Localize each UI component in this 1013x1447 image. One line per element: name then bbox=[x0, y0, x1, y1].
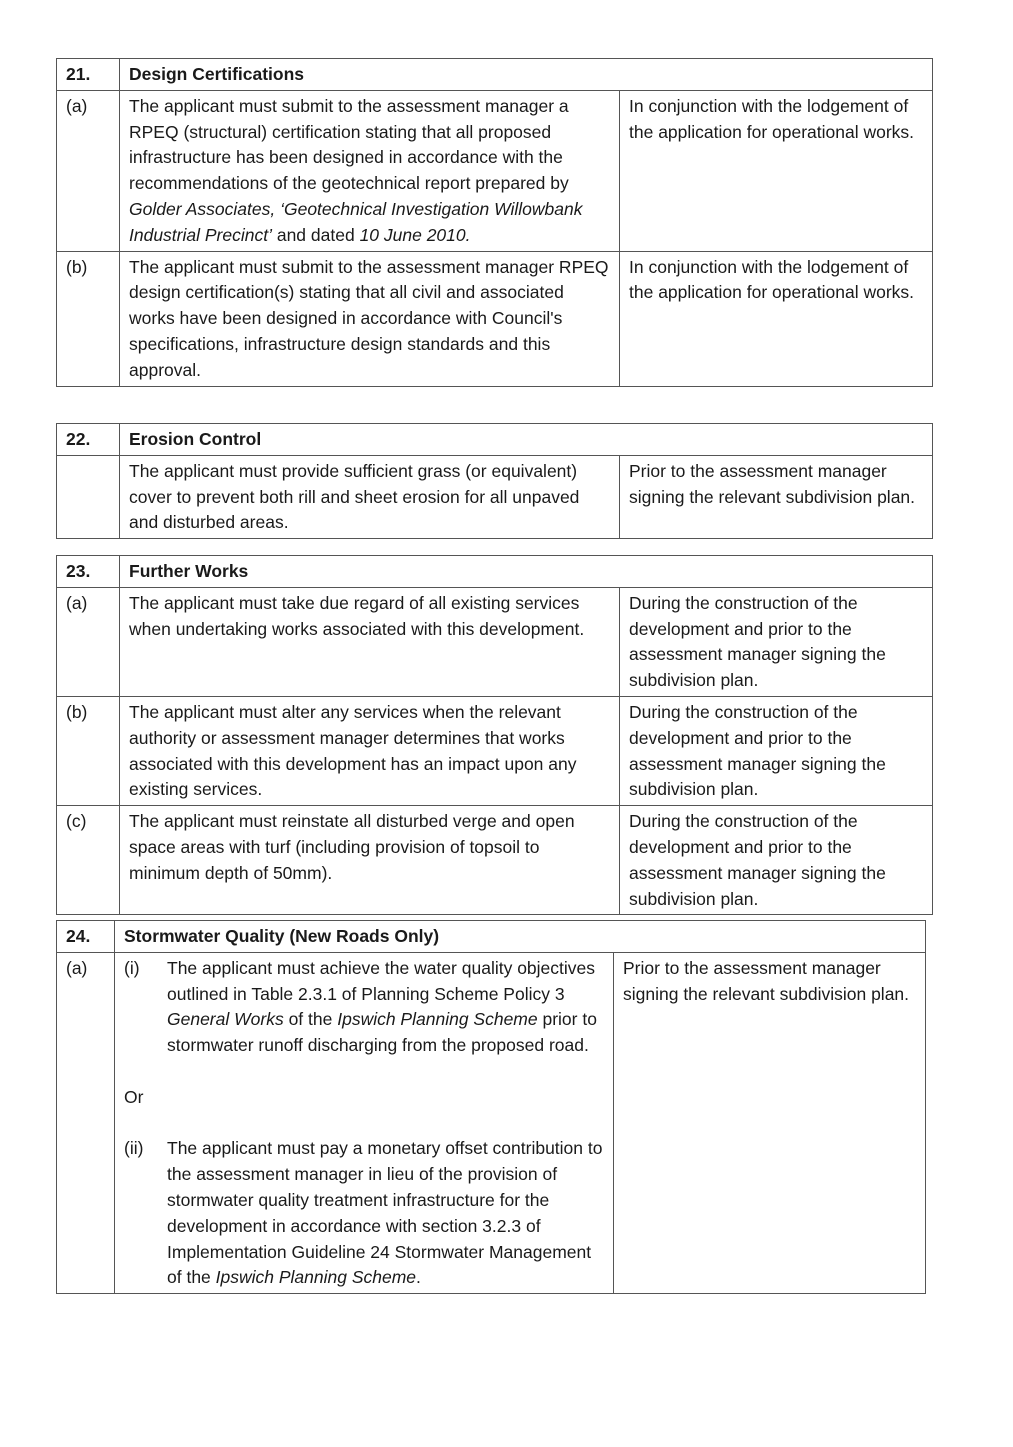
condition-text: The applicant must take due regard of all existing services when undertaking works associated with this development. bbox=[120, 587, 620, 696]
sub-label: (a) bbox=[57, 952, 115, 1293]
option-label: (i) bbox=[124, 957, 140, 978]
condition-timing: In conjunction with the lodgement of the application for operational works. bbox=[620, 90, 933, 251]
condition-24-header bbox=[57, 921, 926, 953]
condition-text: The applicant must submit to the assessment manager a RPEQ (structural) certification stating that all proposed infrastructure has been designed in accordance with the recommendations of the geotechnical report prepared by Golder Associates, ‘Geotechnical Investigation Willowbank Industrial Precinct’ and dated 10 June 2010. bbox=[120, 90, 620, 251]
condition-21-header bbox=[57, 59, 933, 91]
condition-23-table bbox=[56, 555, 933, 915]
condition-22-table bbox=[56, 423, 933, 539]
option-i bbox=[124, 956, 604, 1059]
condition-title: Erosion Control bbox=[120, 424, 933, 456]
condition-timing: During the construction of the development and prior to the assessment manager signing the subdivision plan. bbox=[620, 696, 933, 805]
condition-title: Stormwater Quality (New Roads Only) bbox=[115, 921, 926, 953]
condition-24-table bbox=[56, 920, 926, 1294]
condition-timing: Prior to the assessment manager signing the relevant subdivision plan. bbox=[620, 455, 933, 538]
condition-number: 22. bbox=[57, 424, 120, 456]
condition-24a-row bbox=[57, 952, 926, 1293]
option-label: (ii) bbox=[124, 1138, 144, 1159]
condition-text: The applicant must alter any services when the relevant authority or assessment manager determines that works associated with this development has an impact upon any existing services. bbox=[120, 696, 620, 805]
condition-21a-row bbox=[57, 90, 933, 251]
condition-23-header bbox=[57, 556, 933, 588]
condition-title: Design Certifications bbox=[120, 59, 933, 91]
condition-timing: During the construction of the development and prior to the assessment manager signing the subdivision plan. bbox=[620, 806, 933, 915]
sub-label: (b) bbox=[57, 696, 120, 805]
condition-timing: During the construction of the development and prior to the assessment manager signing the subdivision plan. bbox=[620, 587, 933, 696]
condition-text bbox=[115, 952, 614, 1293]
condition-22-row bbox=[57, 455, 933, 538]
condition-21-table bbox=[56, 58, 933, 387]
condition-text: The applicant must reinstate all disturbed verge and open space areas with turf (including provision of topsoil to minimum depth of 50mm). bbox=[120, 806, 620, 915]
condition-text: The applicant must submit to the assessment manager RPEQ design certification(s) stating that all civil and associated works have been designed in accordance with Council's specifications, infrastructure design standards and this approval. bbox=[120, 251, 620, 386]
sub-label: (a) bbox=[57, 90, 120, 251]
condition-22-header bbox=[57, 424, 933, 456]
condition-timing: In conjunction with the lodgement of the application for operational works. bbox=[620, 251, 933, 386]
condition-23c-row bbox=[57, 806, 933, 915]
option-text: The applicant must pay a monetary offset contribution to the assessment manager in lieu of the provision of stormwater quality treatment infrastructure for the development in accordance with section 3.2.3 of Implementation Guideline 24 Stormwater Management of the Ipswich Planning Scheme. bbox=[167, 1138, 603, 1288]
option-text: The applicant must achieve the water quality objectives outlined in Table 2.3.1 of Planning Scheme Policy 3 General Works of the Ipswich Planning Scheme prior to stormwater runoff discharging from the proposed road. bbox=[167, 957, 597, 1056]
sub-label: (c) bbox=[57, 806, 120, 915]
condition-title: Further Works bbox=[120, 556, 933, 588]
or-label: Or bbox=[124, 1086, 144, 1107]
condition-23b-row bbox=[57, 696, 933, 805]
sub-label: (b) bbox=[57, 251, 120, 386]
condition-21b-row bbox=[57, 251, 933, 386]
condition-text: The applicant must provide sufficient grass (or equivalent) cover to prevent both rill and sheet erosion for all unpaved and disturbed areas. bbox=[120, 455, 620, 538]
condition-number: 21. bbox=[57, 59, 120, 91]
sub-label-empty bbox=[57, 455, 120, 538]
option-ii bbox=[124, 1136, 604, 1291]
condition-number: 24. bbox=[57, 921, 115, 953]
condition-timing: Prior to the assessment manager signing the relevant subdivision plan. bbox=[614, 952, 926, 1293]
condition-number: 23. bbox=[57, 556, 120, 588]
sub-label: (a) bbox=[57, 587, 120, 696]
condition-23a-row bbox=[57, 587, 933, 696]
